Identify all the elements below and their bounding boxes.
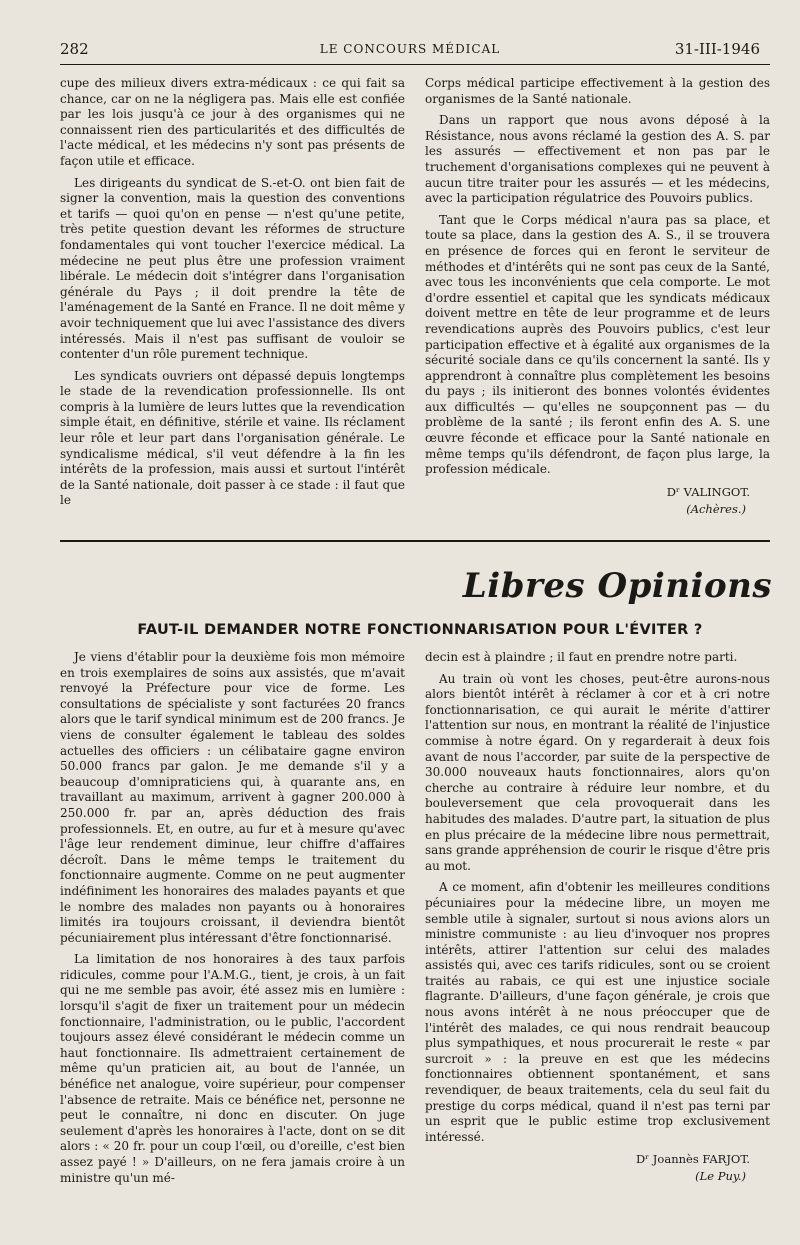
paragraph: cupe des milieux divers extra-médicaux : ce qui fait sa chance, car on ne la négligera pas. Mais elle est confiée par les lois jusqu'à ce jour à des organismes qui ne connaissent rien des particularités et des difficultés de l'acte médical, et les médecins n'y sont pas présents de façon utile et efficace. <box>60 76 405 168</box>
top-article-left-column <box>60 76 405 515</box>
issue-date: 31-III-1946 <box>674 40 760 58</box>
paragraph: A ce moment, afin d'obtenir les meilleures conditions pécuniaires pour la médecine libre, un moyen me semble utile à signaler, surtout si nous avions alors un ministre communiste : au lieu d'invoquer nos propres intérêts, attirer l'attention sur celui des malades assistés qui, avec ces tarifs ridicules, sont ou se croient traités au rabais, ce qui est une injustice sociale flagrante. D'ailleurs, d'une façon générale, je crois que nous avons intérêt à ne nous préoccuper que de l'intérêt des malades, ce qui nous rendrait beaucoup plus sympathiques, et nous procurerait le reste « par surcroit » : la preuve en est que les médecins fonctionnaires obtiennent spontanément, et sans revendiquer, de beaux traitements, cela du seul fait du prestige du corps médical, quand il n'est pas terni par un esprit que le public estime trop exclusivement intéressé. <box>425 880 770 1144</box>
header-rule <box>60 64 770 65</box>
top-article-right-column <box>425 76 770 518</box>
section-divider <box>60 540 770 542</box>
paragraph: Corps médical participe effectivement à la gestion des organismes de la Santé nationale. <box>425 76 770 106</box>
section-rubric: Libres Opinions <box>462 566 772 606</box>
paragraph: Dans un rapport que nous avons déposé à la Résistance, nous avons réclamé la gestion des A. S. par les assurés — effectivement et non pas par le truchement d'organisations complexes qui ne peuvent à aucun titre traiter pour les assurés — et les médecins, avec la participation régulatrice des Pouvoirs publics. <box>425 113 770 206</box>
paragraph: decin est à plaindre ; il faut en prendre notre parti. <box>425 650 738 664</box>
paragraph: Les dirigeants du syndicat de S.-et-O. ont bien fait de signer la convention, mais la question des conventions et tarifs — quoi qu'on en pense — n'est qu'une petite, très petite question devant les réformes de structure fondamentales qui vont toucher l'exercice médical. La médecine ne peut plus être une profession vraiment libérale. Le médecin doit s'intégrer dans l'organisation générale du Pays ; il doit prendre la tête de l'aménagement de la Santé en France. Il ne doit même y avoir techniquement que lui avec l'assistance des divers intéressés. Mais il n'est pas suffisant de vouloir se contenter d'un rôle purement technique. <box>60 175 405 362</box>
author-location: (Le Puy.) <box>695 1169 746 1184</box>
paragraph: Tant que le Corps médical n'aura pas sa place, et toute sa place, dans la gestion des A. S., il se trouvera en présence de forces qui en feront le serviteur de méthodes et d'intérêts qui ne sont pas ceux de la Santé, avec tous les inconvénients que cela comporte. Le mot d'ordre essentiel et capital que les syndicats médicaux doivent mettre en tête de leur programme et de leurs revendications auprès des Pouvoirs publics, c'est leur participation effective et à égalité aux organismes de la sécurité sociale dans ce qu'ils concernent la santé. Ils y apprendront à connaître plus complètement les besoins du pays ; ils initieront des bonnes volontés évidentes aux difficultés — qu'elles ne soupçonnent pas — du problème de la santé ; ils feront enfin des A. S. une œuvre féconde et efficace pour la Santé nationale en même temps qu'ils défendront, de façon plus large, la profession médicale. <box>425 212 770 477</box>
signature <box>425 1151 750 1185</box>
page-number: 282 <box>60 40 89 58</box>
article-title: FAUT-IL DEMANDER NOTRE FONCTIONNARISATION POUR L'ÉVITER ? <box>137 622 703 638</box>
author-name: Dʳ VALINGOT. <box>666 484 750 499</box>
paragraph: La limitation de nos honoraires à des taux parfois ridicules, comme pour l'A.M.G., tient, je crois, à un fait qui ne me semble pas avoir, été assez mis en lumière : lorsqu'il s'agit de fixer un traitement pour un médecin fonctionnaire, l'administration, ou le public, l'accordent toujours assez élevé considérant le médecin comme un haut fonctionnaire. Ils admettraient certainement de même qu'un praticien ait, au bout de l'année, un bénéfice net analogue, voire supérieur, pour compenser l'absence de retraite. Mais ce bénéfice net, personne ne peut le connaître, ni donc en discuter. On juge seulement d'après les honoraires à l'acte, dont on se dit alors : « 20 fr. pour un coup l'œil, ou d'oreille, c'est bien assez payé ! » D'ailleurs, on ne fera jamais croire à un ministre qu'un mé- <box>60 952 405 1185</box>
paragraph: Les syndicats ouvriers ont dépassé depuis longtemps le stade de la revendication professionnelle. Ils ont compris à la lumière de leurs luttes que la revendication simple était, en définitive, stérile et vaine. Ils réclament leur rôle et leur part dans l'organisation générale. Le syndicalisme médical, s'il veut défendre à la fin les intérêts de la profession, mais aussi et surtout l'intérêt de la Santé nationale, doit passer à ce stade : il faut que le <box>60 368 405 508</box>
paragraph: Je viens d'établir pour la deuxième fois mon mémoire en trois exemplaires de soins aux assistés, que m'avait renvoyé la Préfecture pour vice de forme. Les consultations de spécialiste y sont facturées 20 francs alors que le tarif syndical minimum est de 200 francs. Je viens de consulter également le tableau des soldes actuelles des officiers : un célibataire gagne environ 50.000 francs par galon. Je me demande s'il y a beaucoup d'omnipraticiens qui, à quarante ans, en travaillant au maximum, arrivent à gagner 200.000 à 250.000 fr. par an, après déduction des frais professionnels. Et, en outre, au fur et à mesure qu'avec l'âge leur rendement diminue, leur chiffre d'affaires décroît. Dans le même temps le traitement du fonctionnaire augmente. Comme on ne peut augmenter indéfiniment les honoraires des malades payants et que le nombre des malades non payants ou à honoraires limités ira toujours croissant, il deviendra bientôt pécuniairement plus intéressant d'être fonctionnarisé. <box>60 650 405 945</box>
page-header <box>60 40 760 60</box>
author-name: Dʳ Joannès FARJOT. <box>635 1152 750 1167</box>
signature <box>425 484 750 518</box>
author-location: (Achères.) <box>686 501 746 516</box>
journal-name: LE CONCOURS MÉDICAL <box>319 42 501 56</box>
bottom-article-right-column <box>425 650 770 1185</box>
bottom-article-left-column <box>60 650 405 1192</box>
paragraph: Au train où vont les choses, peut-être aurons-nous alors bientôt intérêt à réclamer à cor et à cri notre fonctionnarisation, ce qui aurait le mérite d'attirer l'attention sur nous, en montrant la réalité de l'injustice commise à notre égard. On y regarderait à deux fois avant de nous l'accorder, par suite de la perspective de 30.000 nouveaux hauts fonctionnaires, alors qu'on cherche au contraire à réduire leur nombre, et du bouleversement que cela provoquerait dans les habitudes des malades. D'autre part, la situation de plus en plus précaire de la médecine libre nous permettrait, sans grande appréhension de courir le risque d'être pris au mot. <box>425 671 770 873</box>
